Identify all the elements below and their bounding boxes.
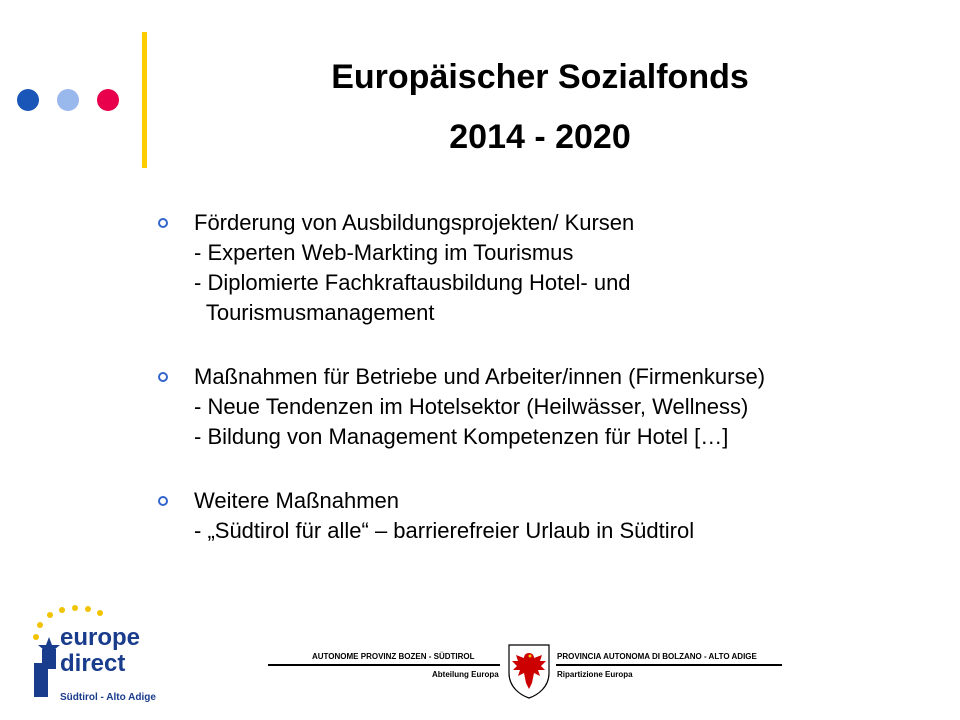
bullet-sub-text: Tourismusmanagement [194, 300, 435, 325]
slide-title: Europäischer Sozialfonds [331, 58, 749, 96]
bullet-main-text: Maßnahmen für Betriebe und Arbeiter/innen (Firmenkurse) [194, 364, 766, 389]
bullet-sub-text: - „Südtirol für alle“ – barrierefreier Urlaub in Südtirol [194, 518, 695, 543]
bullet-item [158, 362, 918, 452]
decor-vertical-bar [142, 32, 147, 168]
decor-dot-red [97, 89, 119, 111]
bullet-list [158, 208, 918, 580]
bullet-item [158, 208, 918, 328]
tyrol-eagle-coat-of-arms-icon [506, 643, 552, 699]
bullet-marker-icon [158, 372, 168, 382]
bullet-item [158, 486, 918, 546]
decor-dot-lightblue [57, 89, 79, 111]
bullet-sub-text: - Diplomierte Fachkraftausbildung Hotel- und [194, 270, 631, 295]
bullet-marker-icon [158, 218, 168, 228]
province-name-it: PROVINCIA AUTONOMA DI BOLZANO - ALTO ADIGE [557, 652, 757, 661]
province-name-de: AUTONOME PROVINZ BOZEN - SÜDTIROL [312, 652, 475, 661]
bullet-marker-icon [158, 496, 168, 506]
bullet-sub-text: - Neue Tendenzen im Hotelsektor (Heilwässer, Wellness) [194, 394, 749, 419]
bullet-main-text: Weitere Maßnahmen [194, 488, 400, 513]
europe-direct-word2: direct [60, 650, 126, 677]
europe-direct-region: Südtirol - Alto Adige [60, 692, 156, 703]
bullet-main-text: Förderung von Ausbildungsprojekten/ Kursen [194, 210, 635, 235]
province-dept-de: Abteilung Europa [432, 670, 499, 679]
bullet-sub-text: - Experten Web-Markting im Tourismus [194, 240, 574, 265]
province-line-right [556, 664, 782, 666]
province-line-left [268, 664, 500, 666]
decor-dot-blue [17, 89, 39, 111]
slide-subtitle-years: 2014 - 2020 [449, 118, 631, 156]
bullet-sub-text: - Bildung von Management Kompetenzen für Hotel […] [194, 424, 729, 449]
province-dept-it: Ripartizione Europa [557, 670, 633, 679]
europe-direct-word1: europe [60, 624, 141, 651]
